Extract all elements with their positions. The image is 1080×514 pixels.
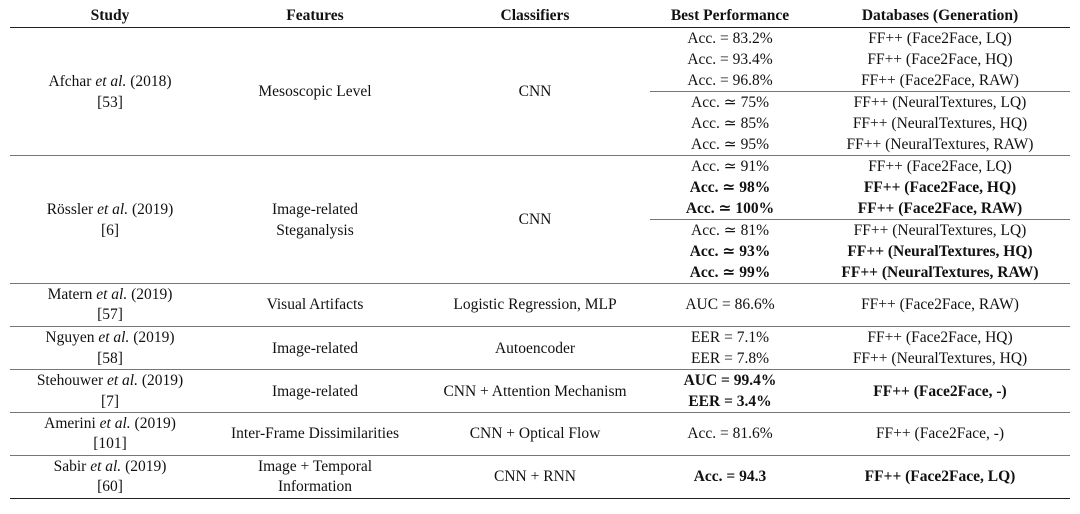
perf-cell: Acc. ≃ 85% xyxy=(691,115,769,132)
perf-cell: Acc. = 93.4% xyxy=(687,51,773,68)
db-cell: FF++ (Face2Face, HQ) xyxy=(867,329,1013,346)
classifier-cell: CNN xyxy=(420,28,650,156)
perf-cell: Acc. ≃ 91% xyxy=(691,158,769,175)
db-cell: FF++ (NeuralTextures, LQ) xyxy=(853,222,1027,239)
table-row xyxy=(10,370,1070,392)
perf-cell: EER = 3.4% xyxy=(650,391,810,413)
perf-cell: Acc. = 83.2% xyxy=(687,30,773,47)
db-cell: FF++ (NeuralTextures, HQ) xyxy=(810,348,1070,370)
db-cell: FF++ (Face2Face, -) xyxy=(810,370,1070,413)
classifier-cell: CNN + Optical Flow xyxy=(420,413,650,456)
perf-cell: Acc. ≃ 98% xyxy=(689,179,771,196)
perf-cell: Acc. = 96.8% xyxy=(650,70,810,92)
db-cell: FF++ (Face2Face, HQ) xyxy=(867,51,1013,68)
perf-cell: Acc. ≃ 99% xyxy=(650,262,810,284)
features-cell: Image-related xyxy=(210,370,420,413)
study-cell: Stehouwer et al. (2019) [7] xyxy=(10,370,210,413)
db-cell: FF++ (Face2Face, RAW) xyxy=(810,198,1070,220)
db-cell: FF++ (Face2Face, RAW) xyxy=(810,284,1070,327)
comparison-table xyxy=(10,5,1070,499)
db-cell: FF++ (NeuralTextures, RAW) xyxy=(810,134,1070,156)
table-row xyxy=(10,456,1070,499)
db-cell: FF++ (NeuralTextures, RAW) xyxy=(810,262,1070,284)
header-study: Study xyxy=(10,5,210,28)
features-cell: Image + Temporal Information xyxy=(210,456,420,499)
perf-cell: Acc. ≃ 100% xyxy=(650,198,810,220)
study-cell: Matern et al. (2019) [57] xyxy=(10,284,210,327)
study-cell: Afchar et al. (2018) [53] xyxy=(10,28,210,156)
table-row xyxy=(10,413,1070,456)
perf-cell: Acc. = 81.6% xyxy=(650,413,810,456)
db-cell: FF++ (NeuralTextures, LQ) xyxy=(853,94,1027,111)
features-cell: Visual Artifacts xyxy=(210,284,420,327)
table-row xyxy=(10,284,1070,327)
classifier-cell: Autoencoder xyxy=(420,327,650,370)
perf-cell: Acc. ≃ 81% xyxy=(691,222,769,239)
db-cell: FF++ (Face2Face, RAW) xyxy=(810,70,1070,92)
perf-cell: Acc. ≃ 93% xyxy=(689,243,771,260)
classifier-cell: CNN + Attention Mechanism xyxy=(420,370,650,413)
perf-cell: AUC = 99.4% xyxy=(683,372,777,389)
features-cell: Inter-Frame Dissimilarities xyxy=(210,413,420,456)
study-cell: Sabir et al. (2019) [60] xyxy=(10,456,210,499)
header-databases: Databases (Generation) xyxy=(810,5,1070,28)
perf-cell: EER = 7.8% xyxy=(650,348,810,370)
table-row xyxy=(10,156,1070,178)
features-cell: Mesoscopic Level xyxy=(210,28,420,156)
features-cell: Image-related Steganalysis xyxy=(210,156,420,284)
header-features: Features xyxy=(210,5,420,28)
db-cell: FF++ (Face2Face, -) xyxy=(810,413,1070,456)
table-row xyxy=(10,28,1070,50)
header-classifiers: Classifiers xyxy=(420,5,650,28)
classifier-cell: Logistic Regression, MLP xyxy=(420,284,650,327)
table-row xyxy=(10,327,1070,349)
perf-cell: Acc. ≃ 75% xyxy=(691,94,769,111)
perf-cell: Acc. = 94.3 xyxy=(650,456,810,499)
db-cell: FF++ (NeuralTextures, HQ) xyxy=(852,115,1028,132)
study-cell: Rössler et al. (2019) [6] xyxy=(10,156,210,284)
features-cell: Image-related xyxy=(210,327,420,370)
db-cell: FF++ (Face2Face, LQ) xyxy=(868,30,1012,47)
perf-cell: EER = 7.1% xyxy=(690,329,770,346)
db-cell: FF++ (NeuralTextures, HQ) xyxy=(847,243,1033,260)
study-cell: Nguyen et al. (2019) [58] xyxy=(10,327,210,370)
classifier-cell: CNN xyxy=(420,156,650,284)
perf-cell: AUC = 86.6% xyxy=(650,284,810,327)
db-cell: FF++ (Face2Face, HQ) xyxy=(863,179,1017,196)
classifier-cell: CNN + RNN xyxy=(420,456,650,499)
study-cell: Amerini et al. (2019) [101] xyxy=(10,413,210,456)
db-cell: FF++ (Face2Face, LQ) xyxy=(868,158,1012,175)
header-row xyxy=(10,5,1070,28)
db-cell: FF++ (Face2Face, LQ) xyxy=(810,456,1070,499)
perf-cell: Acc. ≃ 95% xyxy=(650,134,810,156)
header-best-performance: Best Performance xyxy=(650,5,810,28)
